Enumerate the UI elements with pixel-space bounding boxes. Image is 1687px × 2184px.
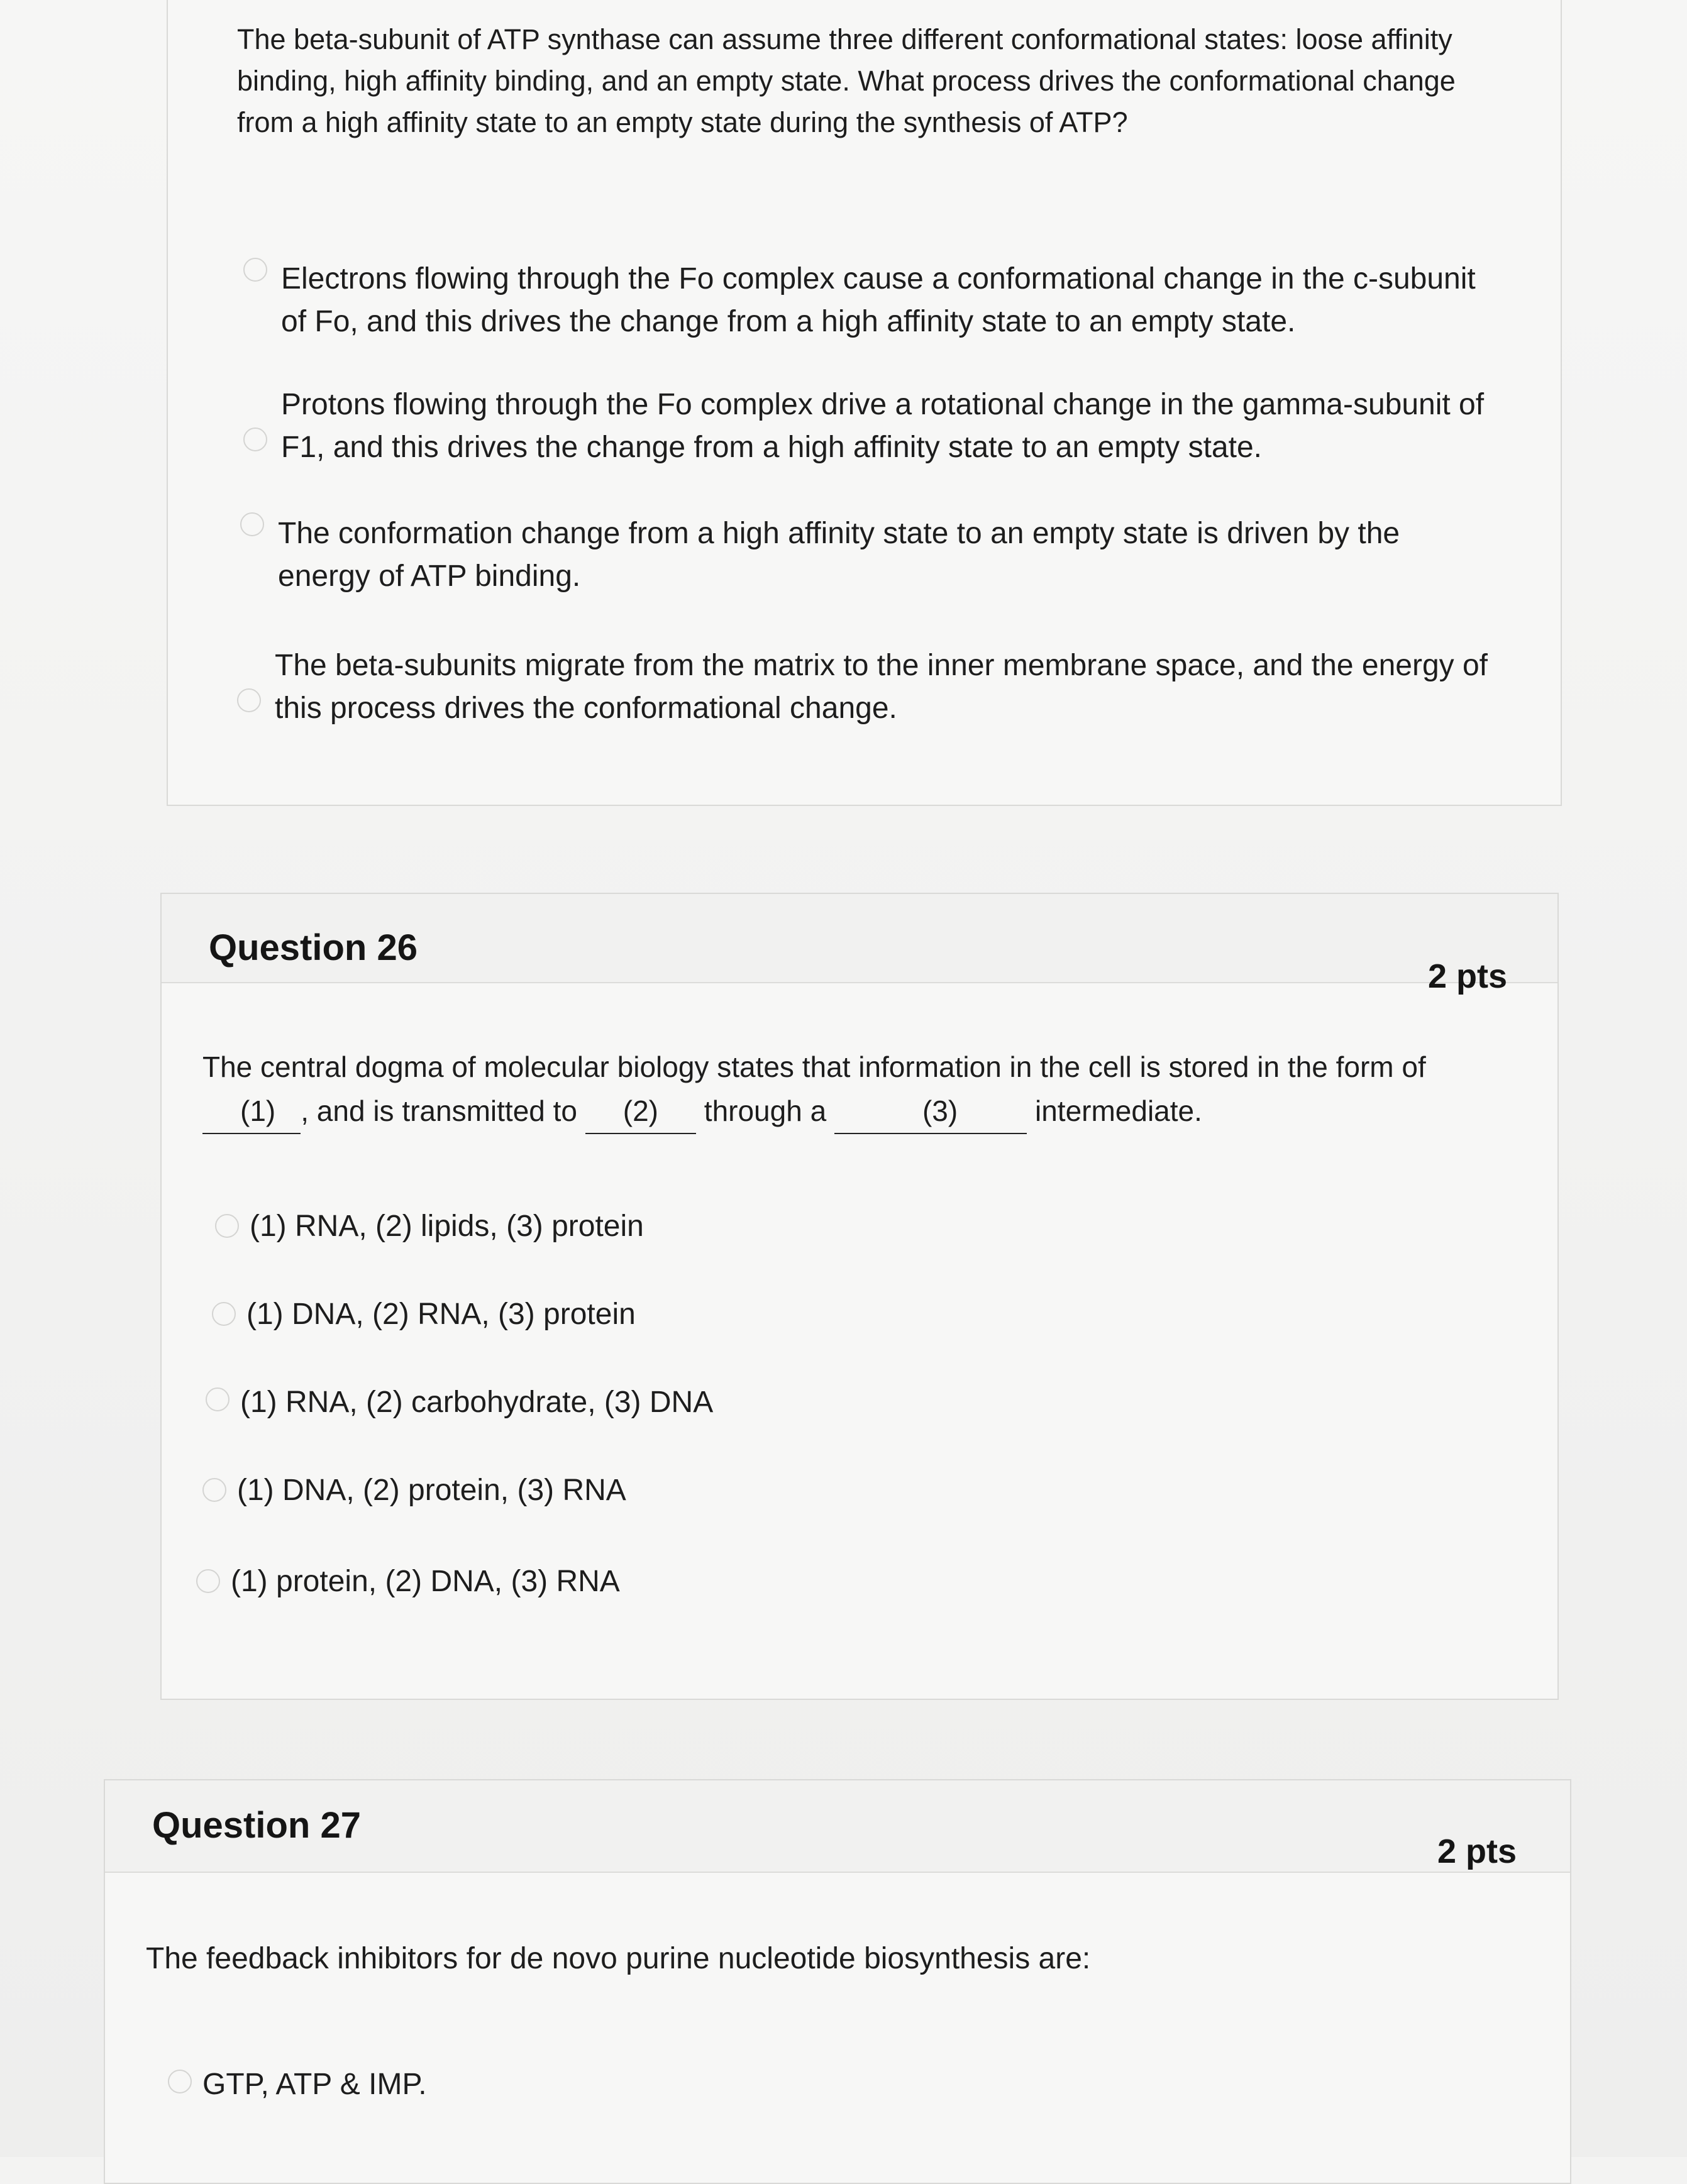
question-26-block <box>160 893 1559 1700</box>
answer-option[interactable] <box>278 512 1473 598</box>
answer-option[interactable] <box>202 2063 427 2106</box>
question-points: 2 pts <box>1427 957 1507 995</box>
question-text-part: through a <box>704 1095 827 1127</box>
answer-option[interactable] <box>281 383 1488 469</box>
question-text-part: The central dogma of molecular biology states that information in the cell is stored in the form of <box>202 1051 1426 1083</box>
question-text-part: , and is transmitted to <box>301 1095 577 1127</box>
question-25-text: The beta-subunit of ATP synthase can assume three different conformational states: loose affinity binding, high affinity binding, and an empty state. What process drives the conformational change from a high affinity state to an empty state during the synthesis of ATP? <box>237 23 1456 138</box>
radio-button[interactable] <box>206 1387 230 1411</box>
question-title: Question 26 <box>209 927 418 968</box>
answer-option[interactable] <box>240 1381 713 1424</box>
question-26-text <box>202 1045 1523 1134</box>
radio-button[interactable] <box>168 2070 192 2093</box>
question-header <box>162 894 1557 995</box>
answer-option[interactable] <box>231 1560 620 1603</box>
answer-option[interactable] <box>275 644 1488 730</box>
answer-label: The conformation change from a high affinity state to an empty state is driven by the energy of ATP binding. <box>278 517 1400 593</box>
radio-button[interactable] <box>212 1302 236 1326</box>
answer-option[interactable] <box>246 1293 636 1336</box>
question-header <box>105 1780 1570 1873</box>
answer-label: GTP, ATP & IMP. <box>202 2068 427 2101</box>
answer-label: (1) RNA, (2) carbohydrate, (3) DNA <box>240 1386 714 1419</box>
question-25-block <box>167 0 1562 806</box>
answer-label: Electrons flowing through the Fo complex cause a conformational change in the c-subunit of Fo, and this drives the change from a high affinity state to an empty state. <box>281 262 1476 338</box>
answer-option[interactable] <box>237 1469 626 1512</box>
question-points: 2 pts <box>1437 1833 1517 1870</box>
answer-label: (1) protein, (2) DNA, (3) RNA <box>231 1565 620 1598</box>
answer-label: (1) DNA, (2) protein, (3) RNA <box>237 1474 626 1507</box>
question-27-text: The feedback inhibitors for de novo purine nucleotide biosynthesis are: <box>146 1942 1091 1975</box>
question-title: Question 27 <box>152 1805 361 1846</box>
radio-button[interactable] <box>215 1214 239 1238</box>
radio-button[interactable] <box>202 1478 226 1502</box>
radio-button[interactable] <box>237 688 261 712</box>
answer-label: The beta-subunits migrate from the matrix to the inner membrane space, and the energy of this process drives the conformational change. <box>275 649 1488 725</box>
answer-label: (1) DNA, (2) RNA, (3) protein <box>246 1298 636 1331</box>
answer-option[interactable] <box>281 258 1476 343</box>
question-text-part: intermediate. <box>1034 1095 1202 1127</box>
blank-1: (1) <box>202 1089 301 1134</box>
answer-label: (1) RNA, (2) lipids, (3) protein <box>250 1210 644 1243</box>
radio-button[interactable] <box>243 427 267 451</box>
radio-button[interactable] <box>240 512 264 536</box>
question-27-block <box>104 1779 1571 2184</box>
answer-option[interactable] <box>250 1205 644 1248</box>
answer-label: Protons flowing through the Fo complex drive a rotational change in the gamma-subunit of F1, and this drives the change from a high affinity state to an empty state. <box>281 388 1485 464</box>
blank-3: (3) <box>834 1089 1027 1134</box>
blank-2: (2) <box>585 1089 696 1134</box>
radio-button[interactable] <box>196 1569 220 1593</box>
radio-button[interactable] <box>243 258 267 282</box>
